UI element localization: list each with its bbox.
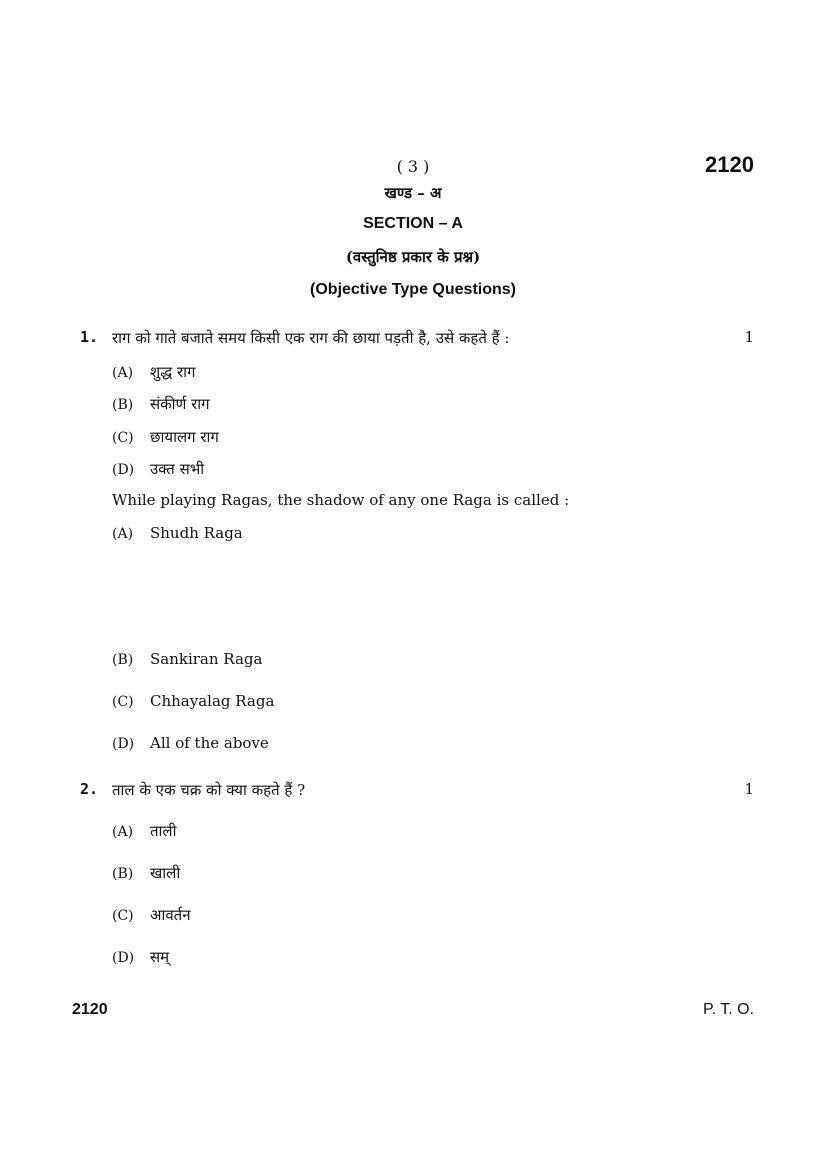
question-1-text-english: While playing Ragas, the shadow of any one Raga is called : (112, 491, 570, 509)
option-text: छायालग राग (150, 428, 219, 446)
paper-code-top: 2120 (705, 152, 754, 177)
question-type-hindi: (वस्तुनिष्ठ प्रकार के प्रश्न) (345, 248, 481, 266)
question-1-marks: 1 (744, 328, 754, 346)
option-text: उक्त सभी (150, 460, 205, 478)
option-text: खाली (150, 864, 181, 882)
question-1-option-c-hindi (112, 427, 219, 447)
option-text: संकीर्ण राग (150, 395, 210, 413)
question-1-option-c-english (112, 692, 274, 710)
option-letter: (D) (112, 950, 135, 966)
question-1-option-b-hindi (112, 394, 210, 414)
question-1-option-a-english (112, 524, 243, 542)
question-type-english: (Objective Type Questions) (310, 281, 516, 298)
section-title-hindi: खण्ड – अ (384, 184, 442, 202)
option-text: सम् (150, 948, 170, 966)
question-1-text-hindi: राग को गाते बजाते समय किसी एक राग की छाया पड़ती है, उसे कहते हैं : (112, 329, 510, 347)
question-1-option-a-hindi (112, 362, 195, 382)
question-2-option-d-hindi (112, 947, 169, 967)
question-2-option-b-hindi (112, 863, 180, 883)
pto-label: P. T. O. (703, 1001, 754, 1018)
question-2-text-hindi: ताल के एक चक्र को क्या कहते हैं ? (112, 781, 306, 799)
option-text: All of the above (150, 734, 269, 752)
option-letter: (D) (112, 462, 135, 478)
option-letter: (B) (112, 866, 134, 882)
option-letter: (A) (112, 824, 134, 840)
page-number: ( 3 ) (396, 157, 430, 176)
question-1-option-d-hindi (112, 459, 204, 479)
option-letter: (C) (112, 694, 134, 710)
question-2-option-c-hindi (112, 905, 191, 925)
option-text: शुद्ध राग (150, 363, 196, 381)
question-1-option-d-english (112, 734, 269, 752)
section-title-english: SECTION – A (363, 215, 463, 232)
question-1-option-b-english (112, 650, 262, 668)
paper-code-footer: 2120 (72, 1001, 108, 1018)
option-text: Chhayalag Raga (150, 692, 275, 710)
option-letter: (C) (112, 430, 134, 446)
option-letter: (C) (112, 908, 134, 924)
option-letter: (B) (112, 652, 134, 668)
option-letter: (A) (112, 365, 134, 381)
option-text: Sankiran Raga (150, 650, 263, 668)
option-letter: (B) (112, 397, 134, 413)
option-text: ताली (150, 822, 177, 840)
option-letter: (D) (112, 736, 135, 752)
question-2-number: 2. (80, 780, 99, 798)
question-2-option-a-hindi (112, 821, 177, 841)
option-text: आवर्तन (150, 906, 191, 924)
question-2-marks: 1 (744, 780, 754, 798)
question-1-number: 1. (80, 328, 99, 346)
option-letter: (A) (112, 526, 134, 542)
option-text: Shudh Raga (150, 524, 243, 542)
